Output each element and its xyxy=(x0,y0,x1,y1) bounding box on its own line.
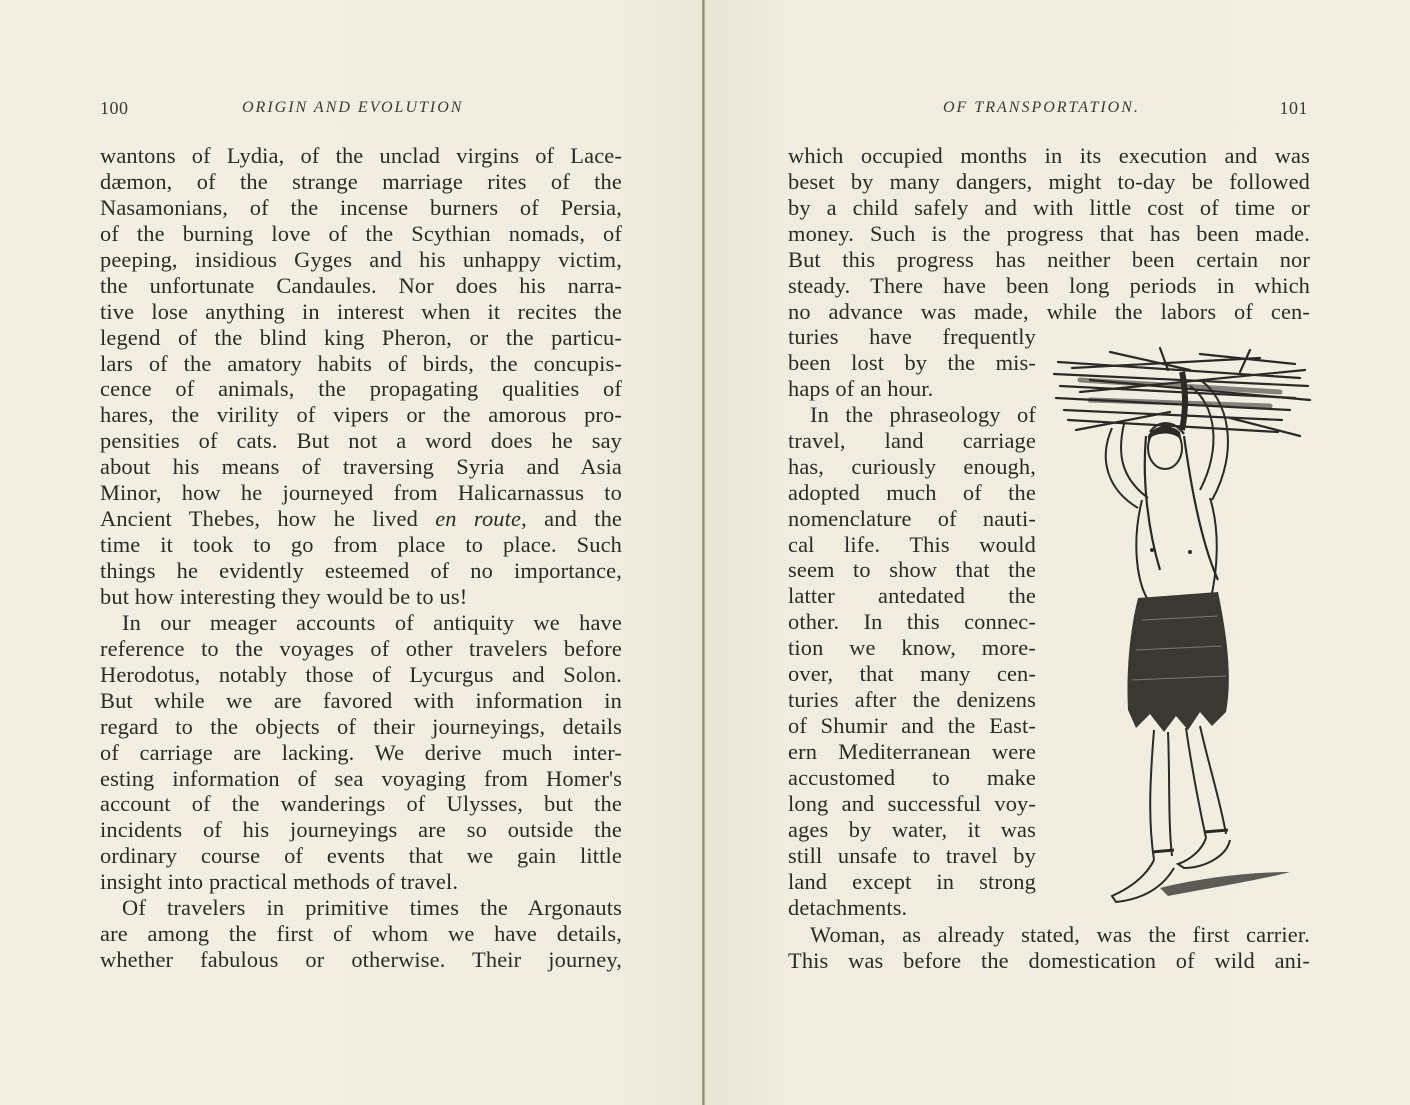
text-line: are among the first of whom we have details, xyxy=(100,921,622,947)
text-line: turies after the denizens xyxy=(788,687,1036,713)
paragraph-start: In the phraseology of xyxy=(810,401,1036,427)
text-line: but how interesting they would be to us! xyxy=(100,583,468,609)
text-line: still unsafe to travel by xyxy=(788,842,1036,868)
right-body-text-bottom xyxy=(788,922,1310,974)
text-line: whether fabulous or otherwise. Their journey, xyxy=(100,947,622,973)
text-line: incidents of his journeyings are so outside the xyxy=(100,817,622,843)
woman-carrying-sticks-illustration xyxy=(1050,340,1315,915)
text-line: land except in strong xyxy=(788,868,1036,894)
text-line: reference to the voyages of other travelers before xyxy=(100,635,622,661)
text-line: about his means of traversing Syria and Asia xyxy=(100,454,622,480)
text-line: hares, the virility of vipers or the amorous pro- xyxy=(100,402,622,428)
left-running-head xyxy=(100,97,622,119)
text-line: Nasamonians, of the incense burners of Persia, xyxy=(100,194,622,220)
text-line: lars of the amatory habits of birds, the concupis- xyxy=(100,350,622,376)
paragraph-start: Of travelers in primitive times the Argonauts xyxy=(122,895,622,921)
text-line: of Shumir and the East- xyxy=(788,713,1036,739)
text-line: nomenclature of nauti- xyxy=(788,505,1036,531)
text-line: latter antedated the xyxy=(788,583,1036,609)
running-head-title: OF TRANSPORTATION. xyxy=(943,99,1140,116)
text-line: cence of animals, the propagating qualities of xyxy=(100,376,622,402)
text-line: insight into practical methods of travel. xyxy=(100,869,459,895)
text-line: things he evidently esteemed of no importance, xyxy=(100,558,622,583)
text-line: legend of the blind king Pheron, or the particu- xyxy=(100,324,622,350)
text-line: the unfortunate Candaules. Nor does his narra- xyxy=(100,272,622,298)
text-line: peeping, insidious Gyges and his unhappy victim, xyxy=(100,246,622,272)
text-line: which occupied months in its execution and was xyxy=(788,143,1310,168)
text-line: has, curiously enough, xyxy=(788,453,1036,479)
text-segment: Ancient Thebes, how he lived xyxy=(100,506,436,532)
text-line: esting information of sea voyaging from Homer's xyxy=(100,765,622,791)
text-line: adopted much of the xyxy=(788,479,1036,505)
right-body-text-wrapped xyxy=(788,324,1036,921)
text-line-with-italic xyxy=(100,506,622,532)
text-line: But while we are favored with information in xyxy=(100,687,622,713)
text-segment: , and the xyxy=(521,506,623,532)
text-line: accustomed to make xyxy=(788,764,1036,790)
text-line: dæmon, of the strange marriage rites of the xyxy=(100,168,622,194)
text-line: travel, land carriage xyxy=(788,427,1036,453)
text-line: Minor, how he journeyed from Halicarnassus to xyxy=(100,480,622,506)
running-head-title: ORIGIN AND EVOLUTION xyxy=(242,99,464,116)
text-line: But this progress has neither been certain nor xyxy=(788,246,1310,272)
text-line: of the burning love of the Scythian nomads, of xyxy=(100,220,622,246)
text-line: regard to the objects of their journeyings, details xyxy=(100,713,622,739)
text-line: wantons of Lydia, of the unclad virgins of Lace- xyxy=(100,143,622,168)
text-line: beset by many dangers, might to-day be followed xyxy=(788,168,1310,194)
text-line: haps of an hour. xyxy=(788,375,934,401)
paragraph-start: In our meager accounts of antiquity we have xyxy=(122,609,622,635)
right-body-text-top xyxy=(788,143,1310,325)
text-line: tion we know, more- xyxy=(788,635,1036,661)
text-line: other. In this connec- xyxy=(788,609,1036,635)
engraving-icon xyxy=(1050,340,1315,915)
text-line: Herodotus, notably those of Lycurgus and Solon. xyxy=(100,661,622,687)
text-line: turies have frequently xyxy=(788,324,1036,349)
text-line: of carriage are lacking. We derive much inter- xyxy=(100,739,622,765)
text-line: account of the wanderings of Ulysses, but the xyxy=(100,791,622,817)
text-line: This was before the domestication of wild ani- xyxy=(788,947,1310,973)
left-body-text xyxy=(100,143,622,973)
page-number: 101 xyxy=(1279,98,1308,118)
text-line: over, that many cen- xyxy=(788,661,1036,687)
text-line: steady. There have been long periods in which xyxy=(788,272,1310,298)
text-line: ern Mediterranean were xyxy=(788,739,1036,764)
text-line: ages by water, it was xyxy=(788,816,1036,842)
text-line: detachments. xyxy=(788,894,908,920)
left-page xyxy=(0,0,703,1105)
right-running-head xyxy=(788,97,1310,119)
page-number: 100 xyxy=(100,98,129,118)
text-line: tive lose anything in interest when it recites the xyxy=(100,298,622,324)
italic-phrase: en route xyxy=(435,506,522,532)
paragraph-start: Woman, as already stated, was the first carrier. xyxy=(810,922,1310,947)
text-line: long and successful voy- xyxy=(788,790,1036,816)
text-line: time it took to go from place to place. Such xyxy=(100,532,622,558)
text-line: been lost by the mis- xyxy=(788,349,1036,375)
text-line: money. Such is the progress that has been made. xyxy=(788,220,1310,246)
text-line: cal life. This would xyxy=(788,531,1036,557)
text-line: no advance was made, while the labors of cen- xyxy=(788,298,1310,324)
text-line: seem to show that the xyxy=(788,557,1036,583)
text-line: ordinary course of events that we gain little xyxy=(100,843,622,869)
text-line: by a child safely and with little cost of time or xyxy=(788,194,1310,220)
text-line: pensities of cats. But not a word does he say xyxy=(100,428,622,454)
